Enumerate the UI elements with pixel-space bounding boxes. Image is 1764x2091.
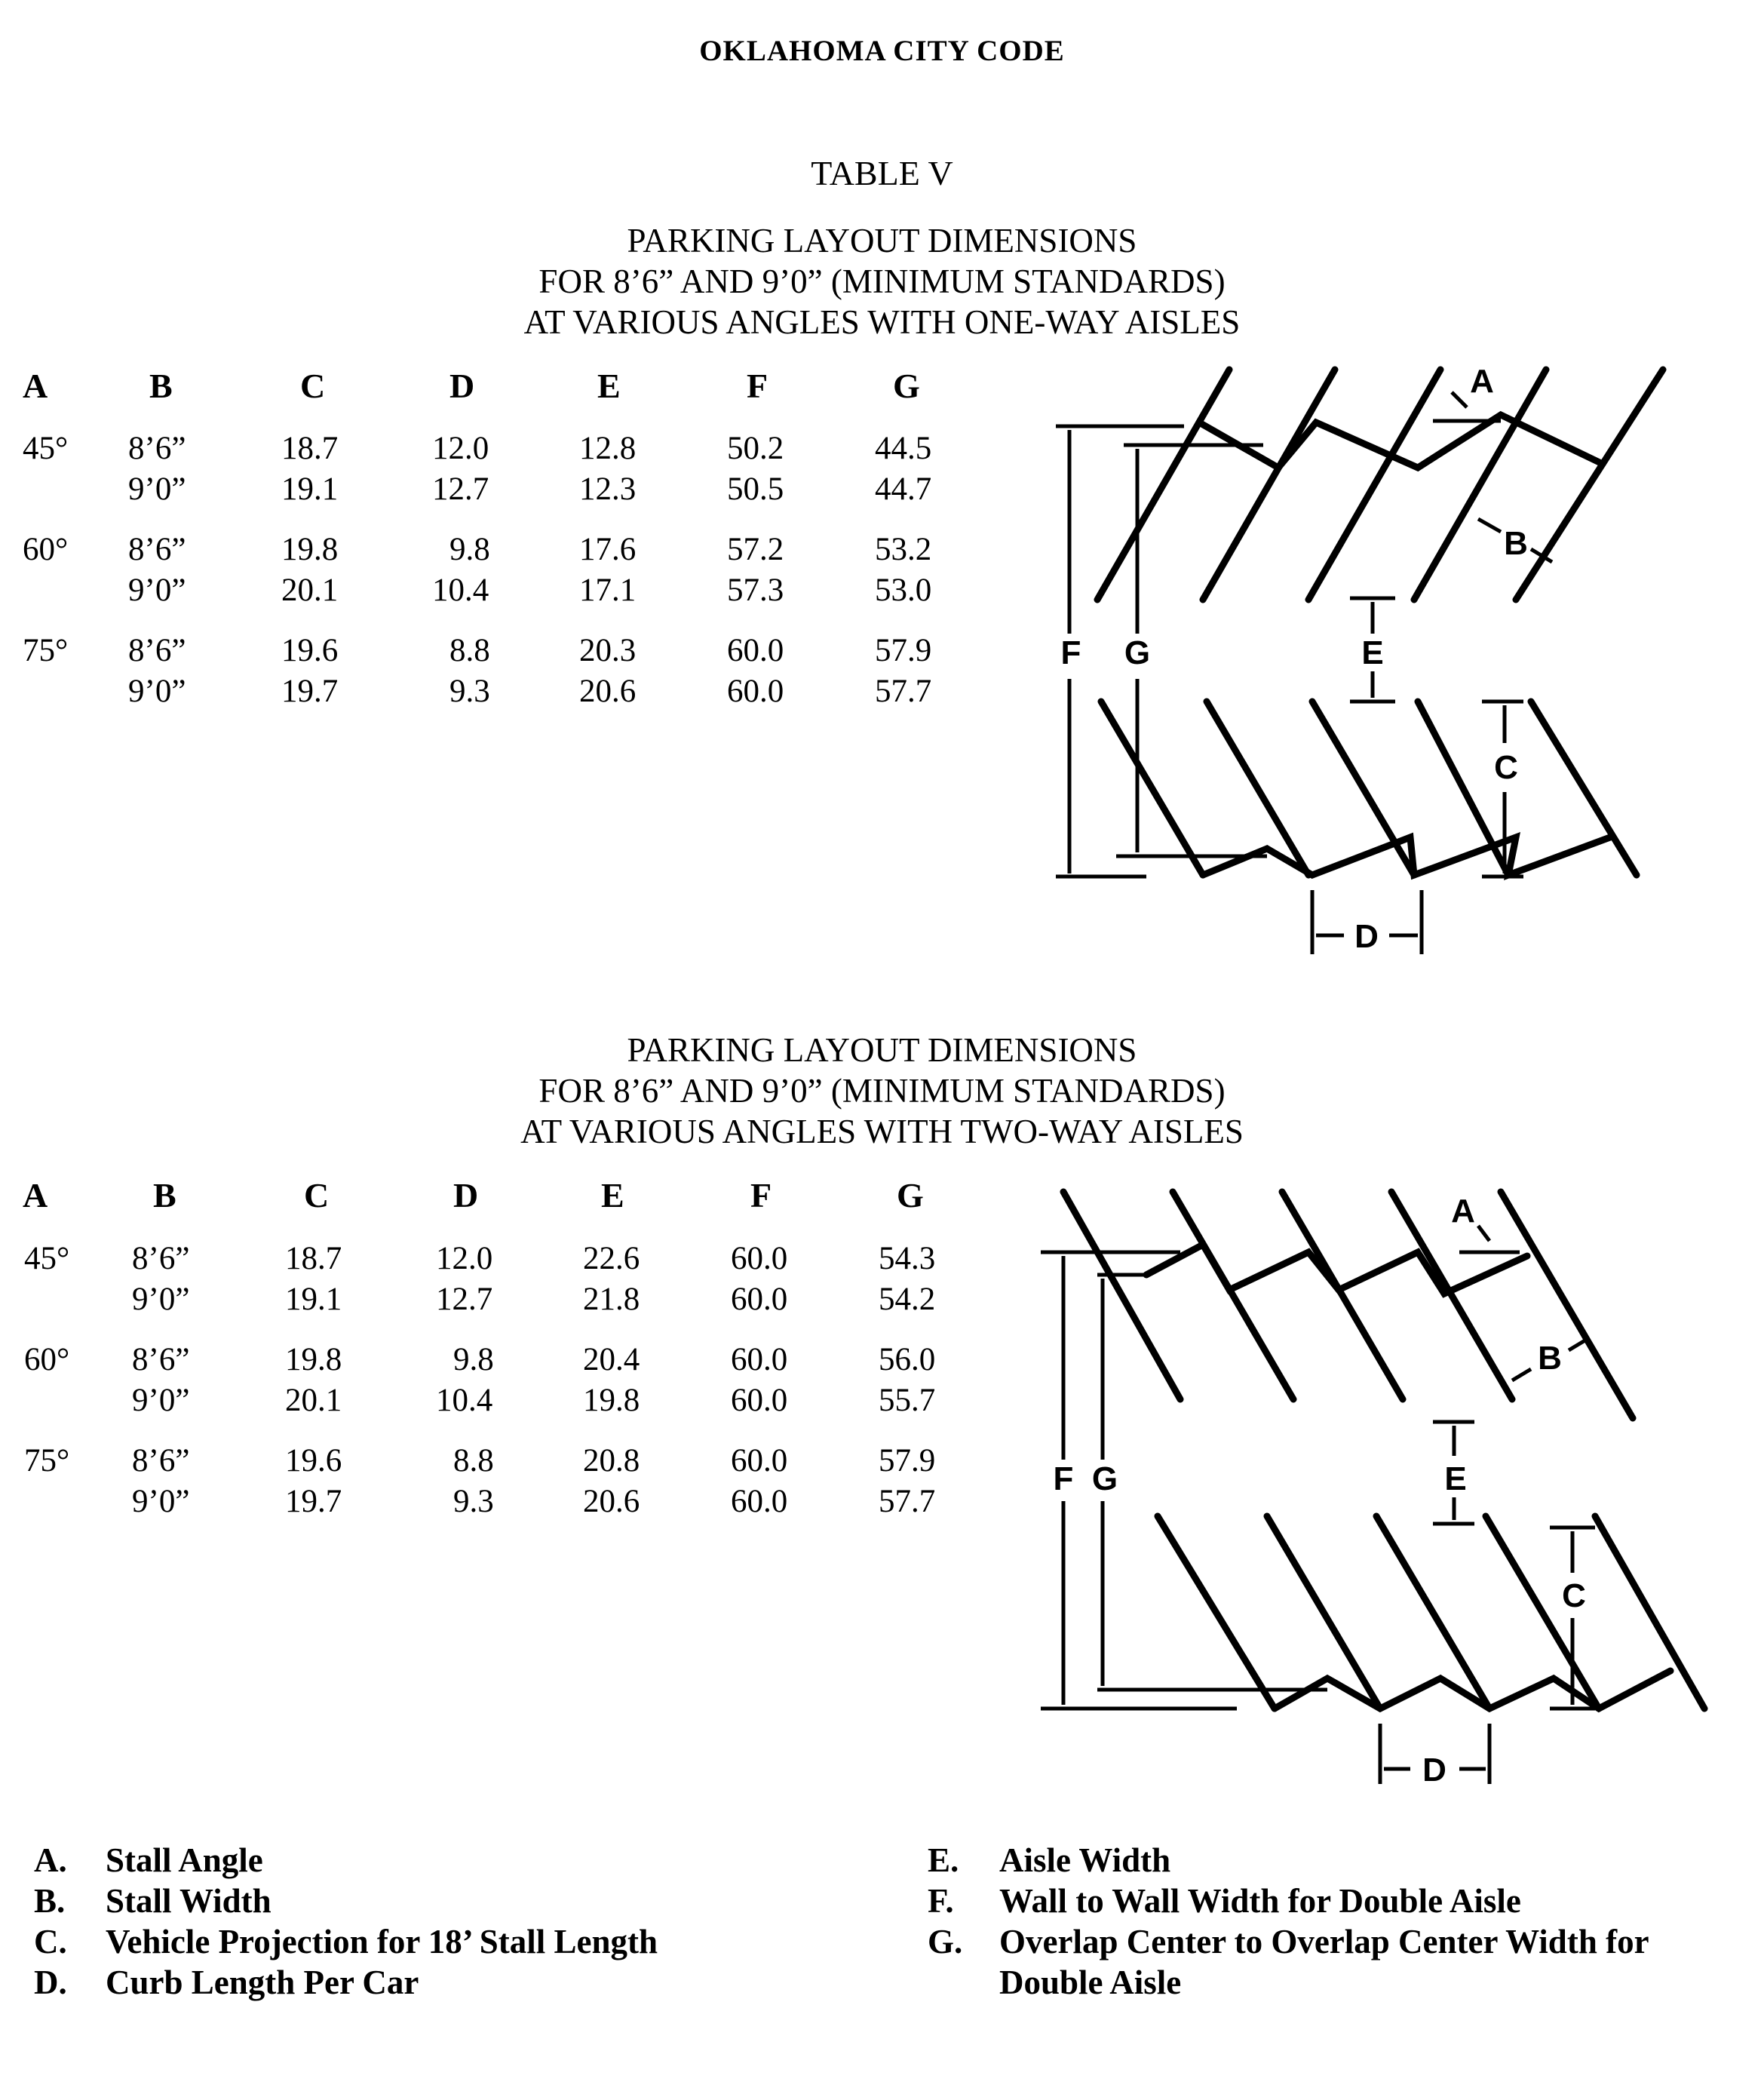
column-header-c: C: [300, 367, 326, 405]
table-cell: 8’6”: [132, 1342, 190, 1377]
column-header-e: E: [597, 367, 621, 405]
table-cell: 57.9: [879, 1443, 936, 1478]
legend-item-a: [34, 1841, 263, 1880]
table-title: TABLE V: [811, 154, 953, 192]
table-cell: 57.7: [875, 674, 932, 709]
table-cell: 19.6: [285, 1443, 342, 1478]
table-cell: 12.7: [436, 1282, 493, 1317]
legend-item-e: [928, 1841, 1170, 1880]
table-cell: 60.0: [731, 1342, 788, 1377]
column-header-f: F: [747, 367, 768, 405]
legend-text: Overlap Center to Overlap Center Width for: [999, 1923, 1649, 1961]
table-cell: 60.0: [731, 1282, 788, 1317]
legend-text: Stall Angle: [106, 1841, 263, 1879]
table-cell: 12.0: [432, 431, 489, 466]
column-header-b: B: [149, 367, 173, 405]
table-cell: 9’0”: [132, 1383, 190, 1418]
diagram-label-b: B: [1538, 1340, 1562, 1377]
table-cell: 54.3: [879, 1241, 936, 1276]
table-cell: 12.7: [432, 471, 489, 507]
page-header: OKLAHOMA CITY CODE: [699, 35, 1065, 67]
table-cell: 8’6”: [128, 532, 186, 567]
table-cell: 57.9: [875, 633, 932, 668]
column-header-a: A: [23, 1176, 48, 1214]
diagram-label-b: B: [1504, 525, 1528, 562]
table-cell: 20.6: [579, 674, 637, 709]
diagram-label-e: E: [1444, 1460, 1467, 1497]
legend-letter: A.: [34, 1841, 67, 1879]
table-cell: 57.7: [879, 1484, 936, 1519]
section-title-line: FOR 8’6” AND 9’0” (MINIMUM STANDARDS): [538, 263, 1226, 300]
table-cell: 19.6: [281, 633, 339, 668]
diagram-label-e: E: [1361, 634, 1384, 671]
table-cell: 18.7: [281, 431, 339, 466]
legend-text: Wall to Wall Width for Double Aisle: [999, 1882, 1521, 1920]
table-cell: 9’0”: [128, 573, 186, 608]
diagram-label-d: D: [1422, 1752, 1446, 1789]
column-header-g: G: [893, 367, 920, 405]
angle-cell: 75°: [23, 633, 69, 668]
table-cell: 55.7: [879, 1383, 936, 1418]
angle-cell: 45°: [24, 1241, 70, 1276]
table-cell: 8’6”: [132, 1241, 190, 1276]
column-header-e: E: [601, 1176, 624, 1214]
legend-item-g: [928, 1922, 1649, 1961]
angle-cell: 60°: [24, 1342, 70, 1377]
table-cell: 20.6: [583, 1484, 640, 1519]
legend-letter: F.: [928, 1882, 954, 1920]
legend-item-c: [34, 1922, 658, 1961]
table-cell: 53.2: [875, 532, 932, 567]
legend-text: Curb Length Per Car: [106, 1964, 419, 2001]
legend-item-d: [34, 1963, 419, 2002]
table-cell: 9’0”: [128, 471, 186, 507]
table-cell: 9.3: [449, 674, 490, 709]
diagram-label-g: G: [1124, 634, 1151, 671]
legend-letter: D.: [34, 1964, 67, 2001]
table-cell: 50.5: [727, 471, 784, 507]
column-header-d: D: [449, 367, 475, 405]
diagram-label-c: C: [1494, 749, 1518, 786]
column-header-f: F: [750, 1176, 772, 1214]
legend-letter: C.: [34, 1923, 67, 1961]
legend-letter: E.: [928, 1841, 959, 1879]
legend-text: Vehicle Projection for 18’ Stall Length: [106, 1923, 658, 1961]
table-cell: 20.4: [583, 1342, 640, 1377]
table-cell: 8’6”: [132, 1443, 190, 1478]
table-cell: 44.5: [875, 431, 932, 466]
table-cell: 60.0: [731, 1383, 788, 1418]
table-cell: 8.8: [449, 633, 490, 668]
section-title-line: AT VARIOUS ANGLES WITH TWO-WAY AISLES: [520, 1113, 1244, 1150]
table-cell: 20.3: [579, 633, 637, 668]
column-header-b: B: [153, 1176, 176, 1214]
table-cell: 17.6: [579, 532, 637, 567]
legend-letter: G.: [928, 1923, 963, 1961]
table-cell: 10.4: [436, 1383, 493, 1418]
diagram-label-f: F: [1060, 634, 1081, 671]
legend-letter: B.: [34, 1882, 66, 1920]
diagram-label-d: D: [1354, 918, 1379, 955]
table-cell: 9’0”: [132, 1282, 190, 1317]
table-cell: 60.0: [727, 674, 784, 709]
table-cell: 9.8: [449, 532, 490, 567]
diagram-label-f: F: [1053, 1460, 1074, 1497]
diagram-label-g: G: [1091, 1460, 1118, 1497]
table-cell: 9’0”: [128, 674, 186, 709]
diagram-label-a: A: [1451, 1193, 1475, 1230]
column-header-c: C: [304, 1176, 330, 1214]
table-cell: 19.1: [285, 1282, 342, 1317]
table-cell: 54.2: [879, 1282, 936, 1317]
table-cell: 60.0: [727, 633, 784, 668]
table-cell: 12.8: [579, 431, 637, 466]
table-cell: 19.8: [583, 1383, 640, 1418]
table-cell: 19.7: [281, 674, 339, 709]
table-cell: 21.8: [583, 1282, 640, 1317]
table-cell: 12.3: [579, 471, 637, 507]
table-cell: 19.8: [281, 532, 339, 567]
table-cell: 20.1: [285, 1383, 342, 1418]
table-cell: 8’6”: [128, 431, 186, 466]
table-cell: 56.0: [879, 1342, 936, 1377]
table-cell: 19.7: [285, 1484, 342, 1519]
legend-text: Stall Width: [106, 1882, 272, 1920]
section-title-line: AT VARIOUS ANGLES WITH ONE-WAY AISLES: [523, 303, 1241, 341]
table-cell: 19.1: [281, 471, 339, 507]
section-title-line: FOR 8’6” AND 9’0” (MINIMUM STANDARDS): [538, 1072, 1226, 1110]
table-cell: 9.3: [453, 1484, 494, 1519]
table-cell: 20.1: [281, 573, 339, 608]
column-header-g: G: [897, 1176, 924, 1214]
column-header-d: D: [453, 1176, 479, 1214]
table-cell: 8.8: [453, 1443, 494, 1478]
angle-cell: 60°: [23, 532, 69, 567]
table-cell: 9.8: [453, 1342, 494, 1377]
legend-item-b: [34, 1881, 272, 1921]
table-cell: 9’0”: [132, 1484, 190, 1519]
legend-item-g-continued: Double Aisle: [999, 1964, 1182, 2001]
legend-item-f: [928, 1881, 1521, 1921]
table-cell: 8’6”: [128, 633, 186, 668]
table-cell: 18.7: [285, 1241, 342, 1276]
table-cell: 60.0: [731, 1241, 788, 1276]
table-cell: 10.4: [432, 573, 489, 608]
table-cell: 19.8: [285, 1342, 342, 1377]
diagram-label-a: A: [1470, 363, 1494, 400]
table-cell: 20.8: [583, 1443, 640, 1478]
table-cell: 12.0: [436, 1241, 493, 1276]
legend-text: Aisle Width: [999, 1841, 1171, 1879]
table-cell: 22.6: [583, 1241, 640, 1276]
table-cell: 57.2: [727, 532, 784, 567]
diagram-label-c: C: [1562, 1577, 1586, 1614]
table-cell: 57.3: [727, 573, 784, 608]
angle-cell: 45°: [23, 431, 69, 466]
table-cell: 53.0: [875, 573, 932, 608]
section-title-line: PARKING LAYOUT DIMENSIONS: [627, 1031, 1137, 1069]
table-cell: 17.1: [579, 573, 637, 608]
angle-cell: 75°: [24, 1443, 70, 1478]
column-header-a: A: [23, 367, 48, 405]
section-title-line: PARKING LAYOUT DIMENSIONS: [627, 222, 1137, 259]
table-cell: 60.0: [731, 1484, 788, 1519]
table-cell: 44.7: [875, 471, 932, 507]
table-cell: 60.0: [731, 1443, 788, 1478]
table-cell: 50.2: [727, 431, 784, 466]
